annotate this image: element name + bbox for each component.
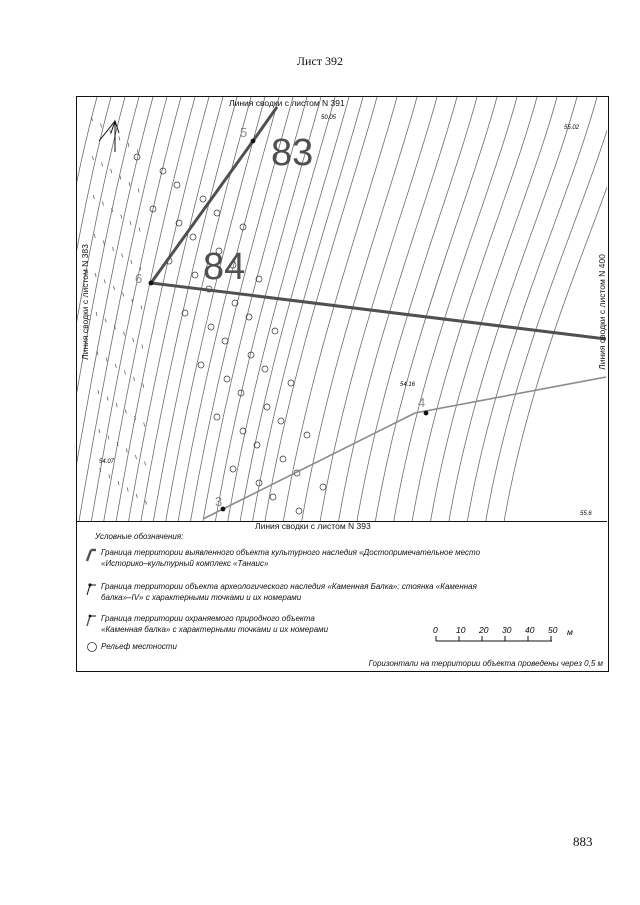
point-label-5: 5 (240, 125, 248, 140)
slope-hatch (108, 436, 109, 440)
slope-hatch (129, 182, 130, 186)
slope-hatch (102, 202, 103, 206)
slope-hatch (115, 364, 116, 368)
slope-hatch (99, 429, 100, 433)
slope-hatch (134, 377, 135, 381)
point-5-marker (251, 139, 256, 144)
relief-circle (198, 362, 204, 368)
scale-unit: м (567, 627, 573, 637)
relief-circle (304, 432, 310, 438)
relief-circle (320, 484, 326, 490)
slope-hatch (107, 397, 108, 401)
relief-circle (208, 324, 214, 330)
slope-hatch (93, 195, 94, 199)
slope-hatch (104, 280, 105, 284)
contour-interval-note: Горизонтали на территории объекта проведены через 0,5 м (368, 659, 603, 668)
slope-hatch (130, 221, 131, 225)
slope-hatch (95, 273, 96, 277)
relief-circle (272, 328, 278, 334)
relief-circle (280, 456, 286, 462)
sheet-link-top: Линия сводки с листом N 391 (229, 98, 345, 108)
slope-hatches (91, 117, 146, 505)
scale-tick-label: 0 (433, 625, 438, 635)
slope-hatch (144, 423, 145, 427)
relief-circle (174, 182, 180, 188)
map-sheet-frame (76, 96, 609, 672)
thick-boundary-icon (85, 548, 97, 562)
slope-hatch (125, 410, 126, 414)
relief-circle (222, 338, 228, 344)
sheet-link-bottom: Линия сводки с листом N 393 (255, 521, 371, 531)
scale-tick-label: 40 (525, 625, 535, 635)
elevation-label: 54.07 (99, 459, 115, 465)
relief-circle (192, 272, 198, 278)
contour-lines (77, 97, 607, 521)
relief-circle (214, 210, 220, 216)
legend (77, 521, 607, 671)
contour-line (467, 97, 597, 521)
scale-tick-label: 30 (502, 625, 512, 635)
slope-hatch (110, 130, 111, 134)
dotted-boundary-icon (85, 582, 97, 596)
protected-nature-boundary (203, 377, 606, 519)
relief-circle (190, 234, 196, 240)
slope-hatch (124, 332, 125, 336)
slope-hatch (124, 371, 125, 375)
elevation-label: 55.6 (580, 511, 592, 517)
contour-line (412, 97, 537, 521)
legend-item-nature: Граница территории охраняемого природного объекта «Каменная балка» с характерными точками и их номерами (101, 614, 329, 634)
sheet-title: Лист 392 (296, 54, 344, 68)
relief-circle (230, 466, 236, 472)
point-label-4: 4 (418, 395, 426, 410)
map-area (77, 97, 607, 522)
slope-hatch (92, 156, 93, 160)
contour-line (116, 97, 209, 521)
contour-line (104, 97, 195, 521)
sheet-link-right: Линия сводки с листом N 400 (597, 254, 607, 370)
legend-item-archaeology: Граница территории объекта археологического наследия «Каменная Балка»: стоянка «Каменная балка»–IV» с характерными точками и их номерами (101, 582, 477, 602)
slope-hatch (116, 403, 117, 407)
slope-hatch (113, 247, 114, 251)
slope-hatch (105, 319, 106, 323)
slope-hatch (97, 351, 98, 355)
slope-hatch (137, 150, 138, 154)
slope-hatch (135, 455, 136, 459)
point-label-6: 6 (135, 271, 143, 286)
slope-hatch (106, 358, 107, 362)
slope-hatch (111, 169, 112, 173)
slope-hatch (146, 501, 147, 505)
map-canvas (77, 97, 607, 521)
relief-circles (134, 154, 326, 514)
area-label-83: 83 (271, 132, 314, 174)
scale-tick-label: 10 (456, 625, 466, 635)
slope-hatch (136, 494, 137, 498)
thin-boundary-icon (85, 613, 97, 627)
point-label-3: 3 (215, 494, 223, 509)
slope-hatch (131, 260, 132, 264)
point-6-marker (149, 281, 154, 286)
slope-hatch (123, 293, 124, 297)
relief-circle (288, 380, 294, 386)
relief-circle (296, 508, 302, 514)
relief-circle (264, 404, 270, 410)
slope-hatch (145, 462, 146, 466)
slope-hatch (122, 254, 123, 258)
slope-hatch (127, 488, 128, 492)
slope-hatch (142, 345, 143, 349)
contour-line (166, 97, 265, 521)
scale-tick-label: 20 (479, 625, 489, 635)
contour-line (357, 97, 477, 521)
slope-hatch (103, 241, 104, 245)
elevation-label: 54.16 (400, 382, 416, 388)
legend-title: Условные обозначения: (95, 532, 184, 541)
slope-hatch (109, 475, 110, 479)
relief-circle (270, 494, 276, 500)
slope-hatch (132, 299, 133, 303)
scale-tick-label: 50 (548, 625, 558, 635)
contour-line (129, 97, 223, 521)
slope-hatch (139, 228, 140, 232)
relief-circle-icon (85, 641, 99, 653)
contour-line (375, 97, 497, 521)
slope-hatch (121, 215, 122, 219)
area-label-84: 84 (203, 246, 246, 288)
elevation-label: 50.05 (321, 115, 337, 121)
slope-hatch (120, 176, 121, 180)
legend-item-relief: Рельеф местности (101, 642, 177, 651)
relief-circle (160, 168, 166, 174)
slope-hatch (138, 189, 139, 193)
contour-line (449, 97, 577, 521)
contour-line (431, 97, 557, 521)
slope-hatch (133, 338, 134, 342)
scale-bar (432, 625, 607, 645)
slope-hatch (140, 267, 141, 271)
slope-hatch (113, 286, 114, 290)
slope-hatch (143, 384, 144, 388)
slope-hatch (94, 234, 95, 238)
contour-line (504, 97, 607, 521)
slope-hatch (141, 306, 142, 310)
slope-hatch (101, 124, 102, 128)
relief-circle (262, 366, 268, 372)
slope-hatch (96, 312, 97, 316)
slope-hatch (98, 390, 99, 394)
sheet-link-left: Линия сводки с листом N 383 (80, 244, 90, 360)
legend-item-heritage: Граница территории выявленного объекта культурного наследия «Достопримечательное место «Историко–культурный комплекс «Танаис» (101, 548, 481, 568)
relief-circle (224, 376, 230, 382)
page-number: 883 (573, 834, 593, 849)
slope-hatch (91, 117, 92, 121)
slope-hatch (119, 137, 120, 141)
relief-circle (200, 196, 206, 202)
north-arrow (99, 121, 119, 152)
relief-circle (214, 414, 220, 420)
slope-hatch (102, 163, 103, 167)
point-4-marker (424, 411, 429, 416)
contour-line (178, 97, 279, 521)
relief-circle (278, 418, 284, 424)
slope-hatch (128, 143, 129, 147)
slope-hatch (118, 481, 119, 485)
contour-line (486, 97, 607, 521)
slope-hatch (126, 449, 127, 453)
elevation-label: 55.02 (564, 125, 580, 131)
